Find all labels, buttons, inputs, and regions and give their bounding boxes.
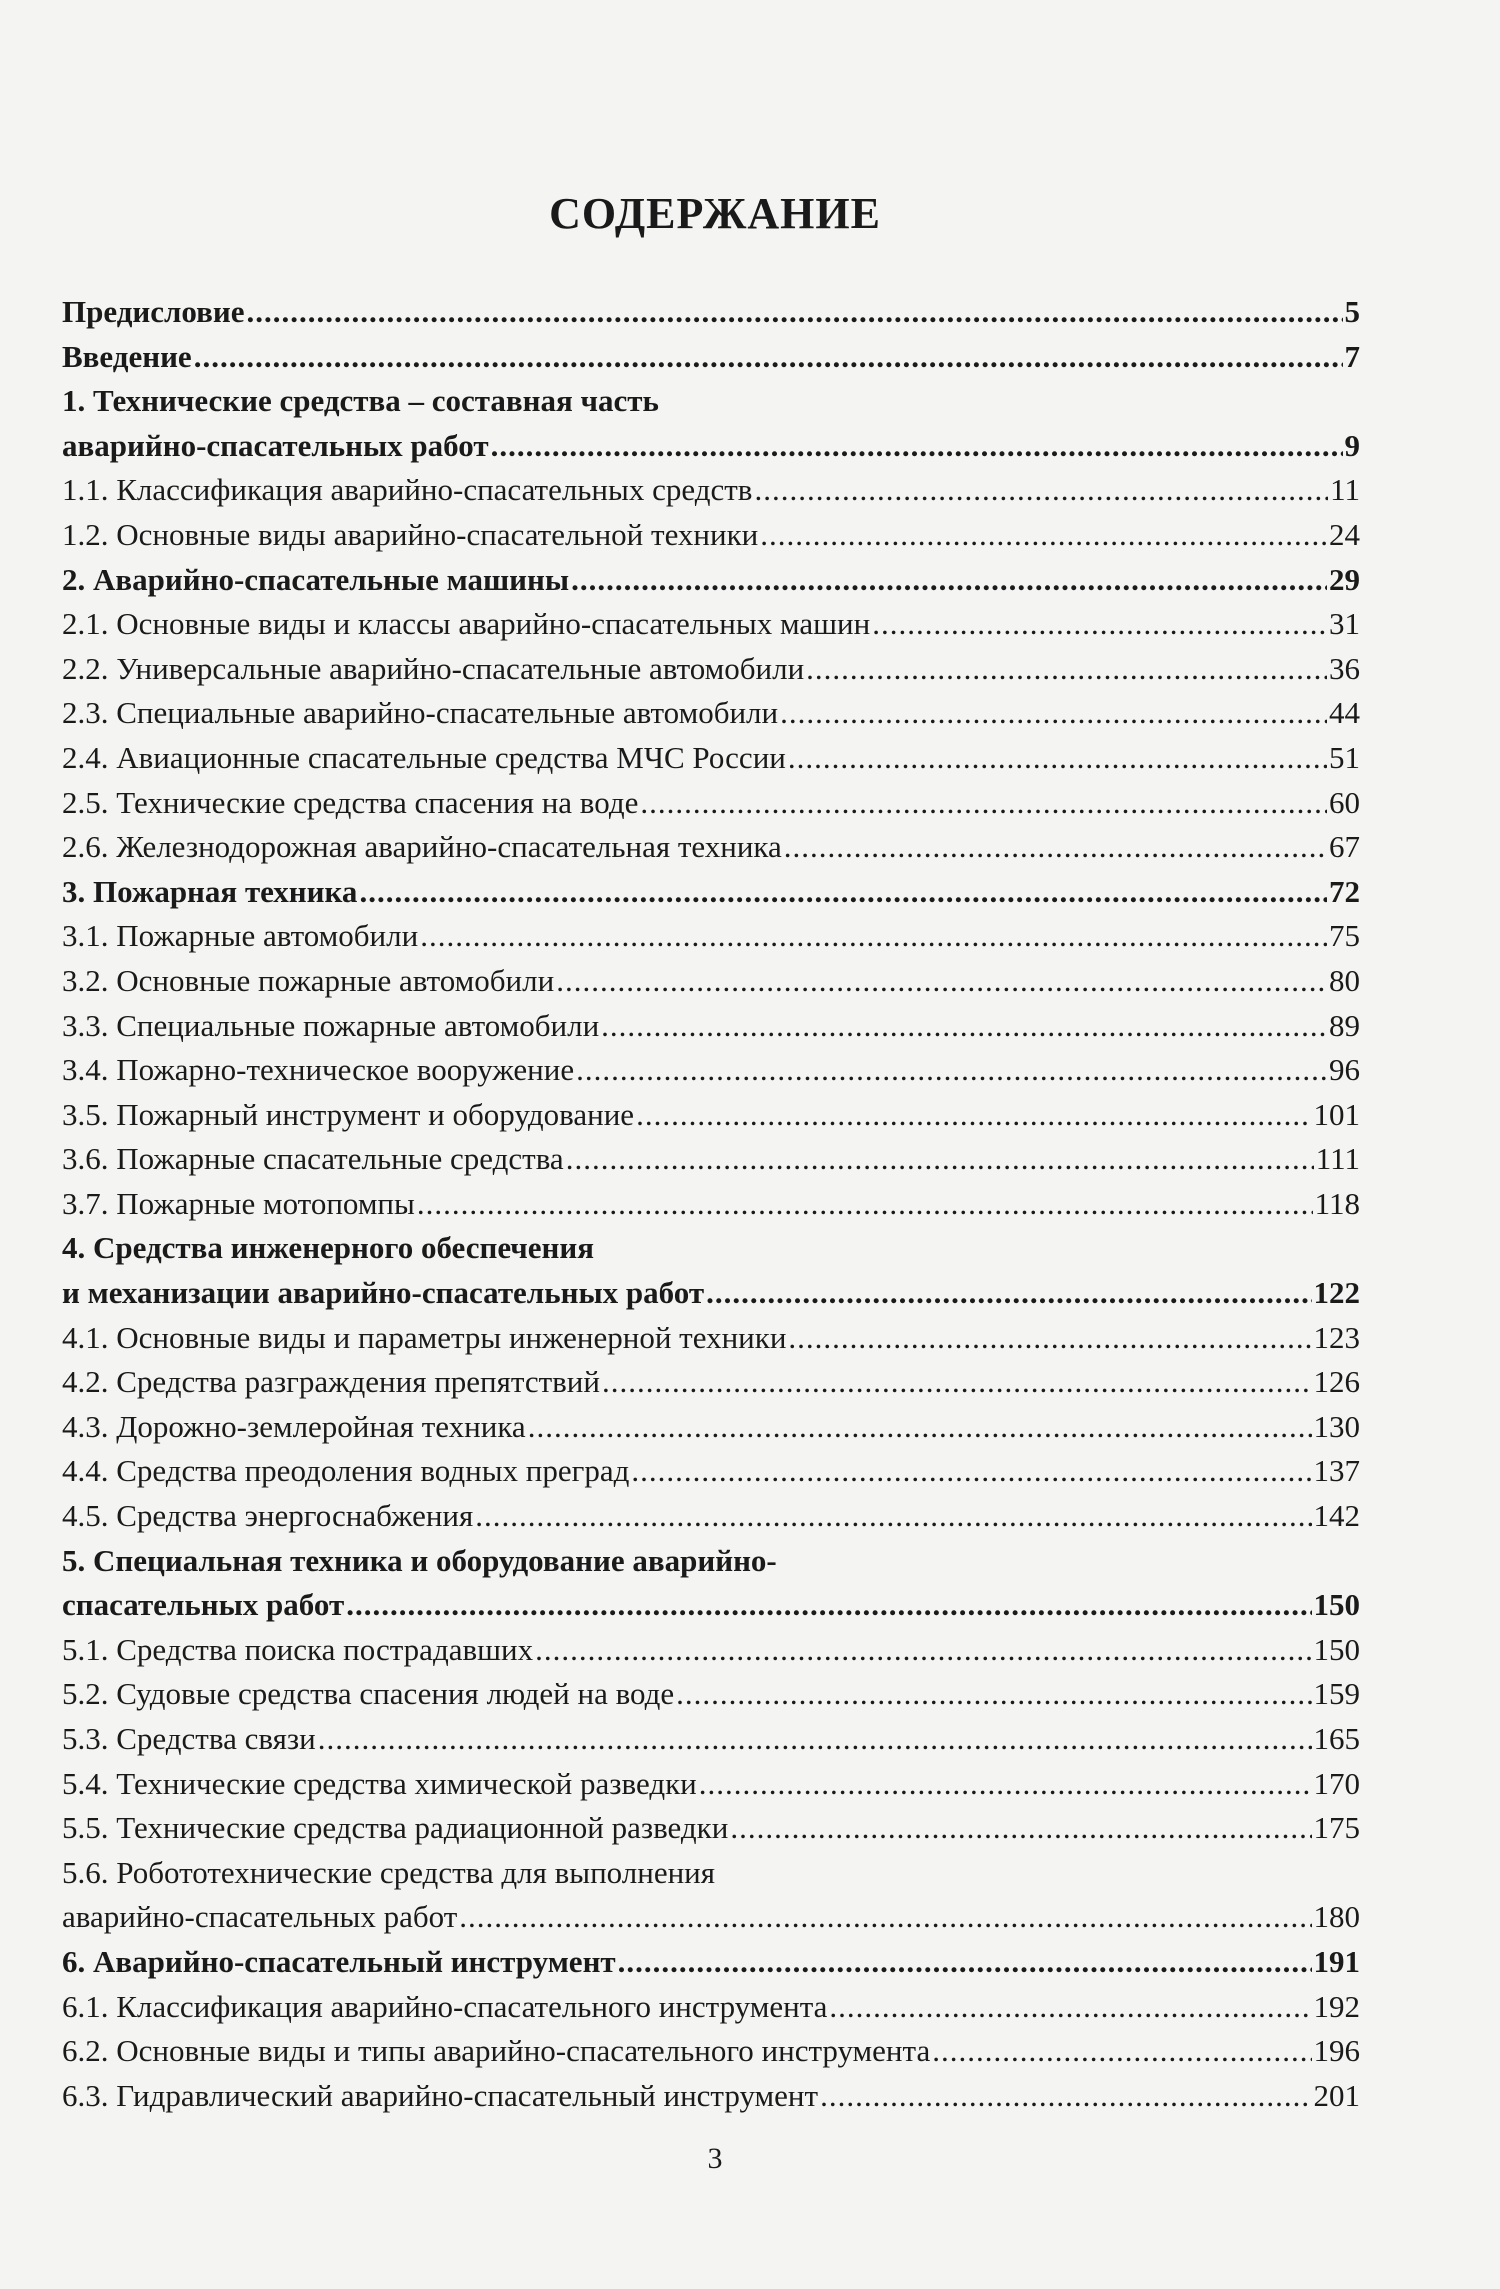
toc-entry-title: 2.3. Специальные аварийно-спасательные автомобили [62, 695, 779, 731]
toc-entry-title: 2.4. Авиационные спасательные средства МЧС России [62, 739, 786, 775]
dot-leader [601, 1004, 1327, 1049]
toc-entry-title: 1. Технические средства – составная часть [62, 383, 659, 419]
toc-entry-page: 130 [1313, 1408, 1360, 1444]
toc-entry-page: 191 [1313, 1943, 1360, 1979]
toc-entry-title: 2.5. Технические средства спасения на воде [62, 784, 639, 820]
toc-entry-title: 5.6. Робототехнические средства для выполнения [62, 1854, 716, 1890]
dot-leader [535, 1628, 1311, 1673]
toc-entry [62, 602, 1360, 647]
toc-entry [62, 1316, 1360, 1361]
toc-entry [62, 513, 1360, 558]
dot-leader [247, 290, 1343, 335]
toc-entry [62, 1762, 1360, 1807]
toc-entry-page: 137 [1313, 1453, 1360, 1489]
dot-leader [730, 1806, 1311, 1851]
toc-entry-title: и механизации аварийно-спасательных работ [62, 1275, 705, 1311]
dot-leader [566, 1137, 1314, 1182]
dot-leader [318, 1717, 1312, 1762]
dot-leader [788, 1316, 1311, 1361]
toc-entry-title: 1.1. Классификация аварийно-спасательных средств [62, 472, 753, 508]
toc-entry-title: 3.2. Основные пожарные автомобили [62, 962, 555, 998]
toc-entry [62, 1539, 1360, 1584]
toc-entry-page: 123 [1313, 1319, 1360, 1355]
toc-entry-page: 36 [1329, 650, 1360, 686]
toc-entry [62, 870, 1360, 915]
toc-entry-title: 2.1. Основные виды и классы аварийно-спасательных машин [62, 606, 871, 642]
toc-entry-page: 11 [1330, 472, 1360, 508]
toc-entry-title: 6.1. Классификация аварийно-спасательного инструмента [62, 1988, 828, 2024]
dot-leader [676, 1672, 1311, 1717]
toc-entry [62, 914, 1360, 959]
toc-entry [62, 379, 1360, 424]
toc-entry [62, 1851, 1360, 1896]
dot-leader [631, 1449, 1311, 1494]
toc-entry-title: 4. Средства инженерного обеспечения [62, 1230, 595, 1266]
dot-leader [576, 1048, 1327, 1093]
dot-leader [346, 1583, 1311, 1628]
dot-leader [571, 558, 1327, 603]
toc-entry [62, 1583, 1360, 1628]
toc-entry-page: 111 [1315, 1141, 1360, 1177]
toc-entry [62, 1628, 1360, 1673]
toc-entry-page: 60 [1329, 784, 1360, 820]
toc-entry-page: 150 [1313, 1587, 1360, 1623]
dot-leader [820, 2074, 1311, 2119]
toc-entry-title: 4.3. Дорожно-землеройная техника [62, 1408, 526, 1444]
toc-entry [62, 1360, 1360, 1405]
toc-entry-page: 96 [1329, 1052, 1360, 1088]
dot-leader [640, 781, 1327, 826]
toc-entry [62, 1004, 1360, 1049]
toc-entry-page: 24 [1329, 516, 1360, 552]
toc-entry [62, 1672, 1360, 1717]
toc-entry [62, 959, 1360, 1004]
toc-entry-page: 118 [1314, 1185, 1360, 1221]
toc-entry [62, 2074, 1360, 2119]
toc-entry-page: 192 [1313, 1988, 1360, 2024]
toc-entry [62, 335, 1360, 380]
toc-entry-title: аварийно-спасательных работ [62, 1899, 458, 1935]
toc-entry [62, 1093, 1360, 1138]
toc-entry-page: 89 [1329, 1007, 1360, 1043]
toc-entry-page: 196 [1313, 2033, 1360, 2069]
toc-entry-title: 3.7. Пожарные мотопомпы [62, 1185, 415, 1221]
dot-leader [932, 2029, 1311, 2074]
dot-leader [806, 647, 1327, 692]
dot-leader [359, 870, 1327, 915]
page-number: 3 [707, 2142, 723, 2175]
toc-entry-page: 75 [1329, 918, 1360, 954]
toc-entry [62, 2029, 1360, 2074]
toc-entry-title: 5.3. Средства связи [62, 1721, 316, 1756]
table-of-contents [62, 290, 1360, 2118]
toc-entry-page: 29 [1329, 561, 1360, 597]
toc-entry-page: 44 [1329, 695, 1360, 731]
toc-entry-title: 6.3. Гидравлический аварийно-спасательный инструмент [62, 2077, 819, 2113]
toc-entry [62, 781, 1360, 826]
toc-entry [62, 1226, 1360, 1271]
toc-entry-title: 4.1. Основные виды и параметры инженерной техники [62, 1319, 787, 1355]
toc-entry-page: 5 [1344, 294, 1360, 329]
toc-entry-page: 201 [1313, 2077, 1360, 2113]
toc-entry [62, 1895, 1360, 1940]
toc-entry [62, 1137, 1360, 1182]
dot-leader [528, 1405, 1312, 1450]
dot-leader [872, 602, 1327, 647]
toc-entry-title: 3.3. Специальные пожарные автомобили [62, 1007, 600, 1043]
dot-leader [706, 1271, 1311, 1316]
toc-entry [62, 290, 1360, 335]
toc-entry-title: 5. Специальная техника и оборудование аварийно- [62, 1542, 777, 1578]
dot-leader [636, 1093, 1311, 1138]
toc-entry-title: 5.4. Технические средства химической разведки [62, 1765, 697, 1801]
toc-entry-title: 5.1. Средства поиска пострадавших [62, 1631, 534, 1667]
dot-leader [760, 513, 1327, 558]
toc-entry [62, 1806, 1360, 1851]
dot-leader [475, 1494, 1311, 1539]
dot-leader [491, 424, 1343, 469]
toc-entry-title: 3.6. Пожарные спасательные средства [62, 1141, 564, 1177]
toc-entry [62, 691, 1360, 736]
dot-leader [602, 1360, 1312, 1405]
toc-entry-title: Введение [62, 338, 192, 374]
toc-entry [62, 1182, 1360, 1227]
dot-leader [556, 959, 1327, 1004]
toc-entry-page: 150 [1313, 1631, 1360, 1667]
toc-entry [62, 558, 1360, 603]
toc-entry-title: 4.2. Средства разграждения препятствий [62, 1364, 600, 1400]
toc-entry-title: 4.5. Средства энергоснабжения [62, 1498, 474, 1534]
toc-entry-title: 2.2. Универсальные аварийно-спасательные автомобили [62, 650, 805, 686]
toc-entry-title: 5.2. Судовые средства спасения людей на воде [62, 1676, 675, 1712]
toc-entry-page: 122 [1313, 1275, 1360, 1311]
toc-entry [62, 1985, 1360, 2030]
toc-entry-page: 51 [1329, 739, 1360, 775]
toc-entry [62, 647, 1360, 692]
toc-entry [62, 1717, 1360, 1762]
dot-leader [829, 1985, 1311, 2030]
toc-entry-page: 80 [1329, 962, 1360, 998]
dot-leader [784, 825, 1327, 870]
toc-entry-page: 67 [1329, 829, 1360, 865]
toc-entry [62, 1271, 1360, 1316]
dot-leader [618, 1940, 1312, 1985]
dot-leader [417, 1182, 1313, 1227]
toc-entry-title: 3.1. Пожарные автомобили [62, 918, 419, 954]
toc-entry-page: 126 [1313, 1364, 1360, 1400]
toc-entry-title: 3. Пожарная техника [62, 873, 358, 909]
toc-entry-title: 5.5. Технические средства радиационной разведки [62, 1810, 729, 1846]
toc-entry-page: 7 [1344, 338, 1360, 374]
toc-entry-page: 72 [1329, 873, 1360, 909]
toc-entry-page: 101 [1313, 1096, 1360, 1132]
toc-entry-title: спасательных работ [62, 1587, 345, 1623]
dot-leader [754, 468, 1328, 513]
dot-leader [420, 914, 1327, 959]
toc-entry-title: аварийно-спасательных работ [62, 427, 489, 463]
toc-entry-page: 175 [1313, 1810, 1360, 1846]
page-title: СОДЕРЖАНИЕ [549, 189, 881, 238]
toc-entry [62, 825, 1360, 870]
toc-entry-title: Предисловие [62, 294, 245, 329]
toc-entry [62, 1494, 1360, 1539]
toc-entry [62, 1405, 1360, 1450]
dot-leader [194, 335, 1343, 380]
toc-entry-title: 6. Аварийно-спасательный инструмент [62, 1943, 616, 1979]
toc-entry-title: 2. Аварийно-спасательные машины [62, 561, 570, 597]
toc-entry-title: 4.4. Средства преодоления водных преград [62, 1453, 630, 1489]
toc-entry-title: 3.4. Пожарно-техническое вооружение [62, 1052, 575, 1088]
toc-entry-page: 159 [1313, 1676, 1360, 1712]
toc-entry-page: 165 [1313, 1721, 1360, 1756]
toc-entry [62, 424, 1360, 469]
toc-entry-title: 2.6. Железнодорожная аварийно-спасательная техника [62, 829, 782, 865]
toc-entry-title: 1.2. Основные виды аварийно-спасательной техники [62, 516, 759, 552]
toc-entry-title: 3.5. Пожарный инструмент и оборудование [62, 1096, 635, 1132]
toc-entry [62, 1048, 1360, 1093]
toc-entry-page: 9 [1344, 427, 1360, 463]
toc-entry-page: 142 [1313, 1498, 1360, 1534]
toc-entry-page: 180 [1313, 1899, 1360, 1935]
dot-leader [780, 691, 1327, 736]
toc-entry-page: 31 [1329, 606, 1360, 642]
dot-leader [788, 736, 1327, 781]
toc-entry [62, 468, 1360, 513]
toc-entry-title: 6.2. Основные виды и типы аварийно-спасательного инструмента [62, 2033, 931, 2069]
toc-entry [62, 1940, 1360, 1985]
dot-leader [459, 1895, 1311, 1940]
toc-entry [62, 1449, 1360, 1494]
dot-leader [699, 1762, 1312, 1807]
toc-entry-page: 170 [1313, 1765, 1360, 1801]
toc-entry [62, 736, 1360, 781]
